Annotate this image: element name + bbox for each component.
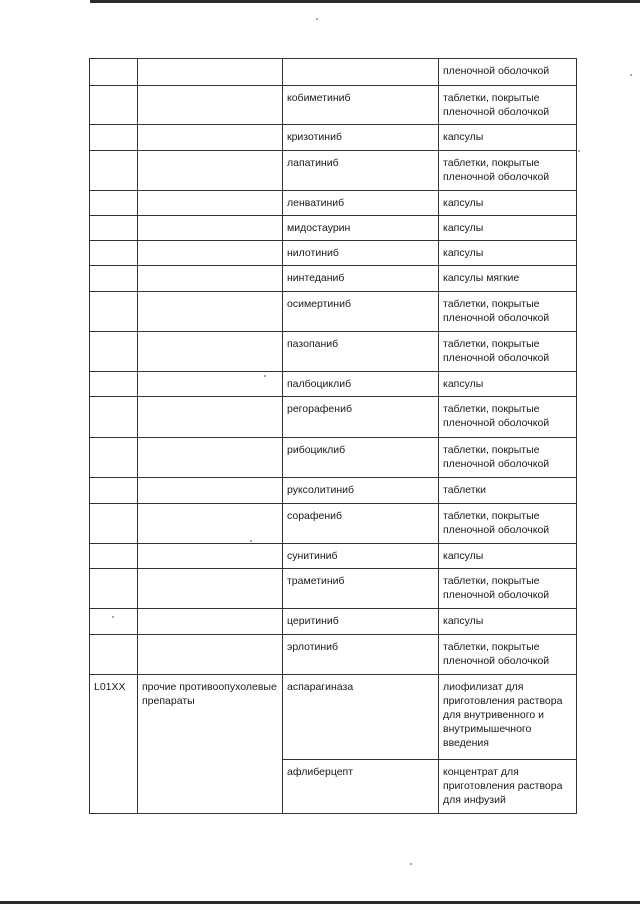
group-cell [138,191,283,216]
top-scan-rule [90,0,640,3]
inn-cell: сунитиниб [283,544,439,569]
table-row [90,151,577,191]
table-row [90,635,577,675]
bottom-scan-rule [0,901,640,904]
dosage-form-cell: капсулы [439,216,577,241]
group-cell [138,438,283,478]
atc-code-cell [90,478,138,504]
inn-cell: руксолитиниб [283,478,439,504]
drug-table [89,58,577,814]
dosage-form-cell: капсулы [439,241,577,266]
group-cell [138,266,283,292]
dosage-form-cell: таблетки, покрытые пленочной оболочкой [439,292,577,332]
group-cell: прочие противоопухолевые препараты [138,675,283,814]
scan-speck [112,616,114,618]
dosage-form-cell: таблетки, покрытые пленочной оболочкой [439,635,577,675]
scan-speck [630,74,632,76]
atc-code-cell [90,241,138,266]
group-cell [138,125,283,151]
group-cell [138,372,283,397]
group-cell [138,635,283,675]
inn-cell: эрлотиниб [283,635,439,675]
dosage-form-cell: таблетки, покрытые пленочной оболочкой [439,569,577,609]
inn-cell: сорафениб [283,504,439,544]
table-row [90,478,577,504]
group-cell [138,241,283,266]
atc-code-cell [90,125,138,151]
inn-cell: рибоциклиб [283,438,439,478]
group-cell [138,151,283,191]
inn-cell: кризотиниб [283,125,439,151]
table-row [90,372,577,397]
inn-cell: аспарагиназа [283,675,439,760]
dosage-form-cell: таблетки, покрытые пленочной оболочкой [439,151,577,191]
dosage-form-cell: таблетки [439,478,577,504]
dosage-form-cell: таблетки, покрытые пленочной оболочкой [439,504,577,544]
atc-code-cell [90,397,138,438]
group-cell [138,397,283,438]
table-row [90,675,577,760]
table-row [90,125,577,151]
atc-code-cell [90,59,138,86]
atc-code-cell [90,504,138,544]
inn-cell: осимертиниб [283,292,439,332]
dosage-form-cell: таблетки, покрытые пленочной оболочкой [439,86,577,125]
group-cell [138,478,283,504]
table-row [90,216,577,241]
scan-speck [250,540,252,542]
atc-code-cell [90,372,138,397]
scan-speck [578,150,580,152]
atc-code-cell [90,191,138,216]
table-row [90,59,577,86]
table-row [90,241,577,266]
atc-code-cell [90,569,138,609]
table-row [90,438,577,478]
dosage-form-cell: капсулы мягкие [439,266,577,292]
atc-code-cell [90,438,138,478]
dosage-form-cell: капсулы [439,544,577,569]
group-cell [138,569,283,609]
dosage-form-cell: концентрат для приготовления раствора для инфузий [439,760,577,814]
group-cell [138,216,283,241]
group-cell [138,86,283,125]
atc-code-cell [90,292,138,332]
group-cell [138,544,283,569]
table-row [90,544,577,569]
table-row [90,397,577,438]
table-row [90,191,577,216]
group-cell [138,59,283,86]
atc-code-cell [90,332,138,372]
inn-cell: церитиниб [283,609,439,635]
table-row [90,569,577,609]
dosage-form-cell: капсулы [439,125,577,151]
scan-speck [264,375,266,377]
dosage-form-cell: пленочной оболочкой [439,59,577,86]
inn-cell [283,59,439,86]
atc-code-cell [90,635,138,675]
dosage-form-cell: таблетки, покрытые пленочной оболочкой [439,397,577,438]
atc-code-cell [90,151,138,191]
atc-code-cell [90,86,138,125]
table-row [90,86,577,125]
inn-cell: нинтеданиб [283,266,439,292]
table-row [90,504,577,544]
dosage-form-cell: капсулы [439,609,577,635]
atc-code-cell [90,544,138,569]
dosage-form-cell: таблетки, покрытые пленочной оболочкой [439,438,577,478]
inn-cell: мидостаурин [283,216,439,241]
inn-cell: палбоциклиб [283,372,439,397]
table-row [90,292,577,332]
inn-cell: афлиберцепт [283,760,439,814]
dosage-form-cell: лиофилизат для приготовления раствора для внутривенного и внутримышечного введения [439,675,577,760]
group-cell [138,504,283,544]
dosage-form-cell: таблетки, покрытые пленочной оболочкой [439,332,577,372]
atc-code-cell [90,216,138,241]
inn-cell: траметиниб [283,569,439,609]
table-row [90,332,577,372]
atc-code-cell [90,609,138,635]
inn-cell: регорафениб [283,397,439,438]
inn-cell: кобиметиниб [283,86,439,125]
table-row [90,609,577,635]
scan-speck [410,863,412,865]
atc-code-cell [90,266,138,292]
inn-cell: ленватиниб [283,191,439,216]
dosage-form-cell: капсулы [439,191,577,216]
inn-cell: лапатиниб [283,151,439,191]
inn-cell: пазопаниб [283,332,439,372]
table-row [90,266,577,292]
dosage-form-cell: капсулы [439,372,577,397]
group-cell [138,609,283,635]
scan-speck [316,18,318,20]
atc-code-cell: L01XX [90,675,138,814]
group-cell [138,292,283,332]
group-cell [138,332,283,372]
inn-cell: нилотиниб [283,241,439,266]
